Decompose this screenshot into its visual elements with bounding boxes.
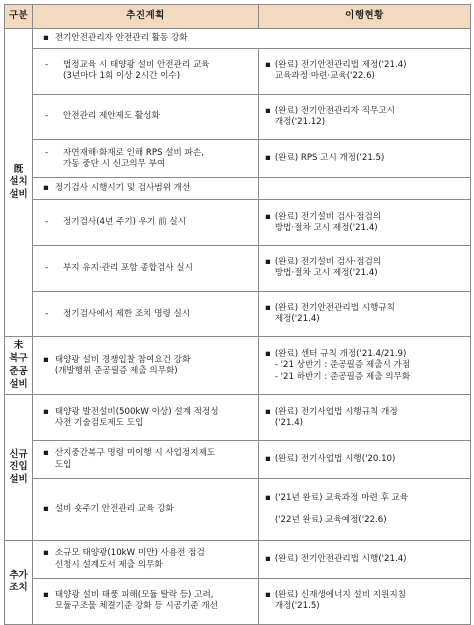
- status-text: (완료) 센터 규칙 개정('21.4/21.9) - '21 상반기 : 준공필증 제출시 가점 - '21 하반기 : 준공필증 제출 의무화: [274, 349, 411, 382]
- bullet-square-icon: ▪: [265, 406, 271, 417]
- table-row: [5, 200, 471, 246]
- bullet-square-icon: ▪: [265, 211, 271, 222]
- plan-cell: [33, 200, 259, 246]
- status-cell: [259, 395, 471, 441]
- status-cell: [259, 246, 471, 292]
- bullet-dash-icon: -: [45, 147, 49, 158]
- table-row: [5, 441, 471, 479]
- bullet-square-icon: ▪: [265, 153, 271, 164]
- status-text: (완료) 신재생에너지 설비 지원지침 개정('21.5): [274, 590, 406, 612]
- plan-text: 부지 유지·관리 포함 종합검사 실시: [63, 262, 193, 273]
- status-cell: [259, 541, 471, 579]
- bullet-dash-icon: -: [45, 308, 49, 319]
- status-text: (완료) 전기안전관리자 직무고시 개정('21.12): [274, 105, 395, 128]
- status-text: (완료) 전기안전관리법 시행('21.4): [274, 554, 407, 565]
- status-cell: [259, 200, 471, 246]
- table-row: [5, 246, 471, 292]
- status-cell: [259, 140, 471, 178]
- plan-text: 안전관리 제안제도 활성화: [63, 111, 160, 122]
- category-additional: 추가 조치: [5, 541, 33, 625]
- plan-cell: [33, 246, 259, 292]
- category-new: 신규 진입 설비: [5, 395, 33, 541]
- status-text: (완료) 전기사업법 시행('20.10): [274, 454, 396, 465]
- category-existing: 旣 설치 설비: [5, 29, 33, 337]
- bullet-square-icon: ▪: [265, 60, 271, 71]
- status-cell-empty: [259, 178, 471, 200]
- table-row: [5, 291, 471, 337]
- table-row: [5, 579, 471, 625]
- status-text: (완료) 전기안전관리법 제정('21.4) 교육과정 마련·교육('22.6): [274, 60, 407, 82]
- status-text: ('21년 완료) 교육과정 마련 후 교육 ('22년 완료) 교육예정('22.6): [274, 492, 409, 526]
- bullet-square-icon: ▪: [265, 590, 271, 601]
- bullet-square-icon: ▪: [265, 492, 271, 503]
- plan-cell: [33, 29, 471, 49]
- bullet-square-icon: ▪: [265, 554, 271, 565]
- plan-text: 전기안전관리자 안전관리 활동 강화: [54, 32, 188, 43]
- status-text: (완료) RPS 고시 개정('21.5): [274, 153, 385, 164]
- bullet-dash-icon: -: [45, 60, 49, 71]
- status-text: (완료) 전기사업법 시행규칙 개정 ('21.4): [274, 406, 398, 428]
- plan-text: 자연재해·화재로 인해 RPS 설비 파손, 가동 중단 시 신고의무 부여: [63, 147, 204, 169]
- status-cell: [259, 337, 471, 395]
- status-cell: [259, 49, 471, 95]
- bullet-square-icon: ▪: [43, 548, 49, 559]
- bullet-dash-icon: -: [45, 111, 49, 122]
- table-row: [5, 49, 471, 95]
- plan-text: 정기검사(4년 주기) 우기 前 실시: [63, 217, 187, 228]
- plan-cell: [33, 94, 259, 140]
- plan-cell: [33, 395, 259, 441]
- plan-text: 법정교육 시 태양광 설비 안전관리 교육 (3년마다 1회 이상 2시간 이수): [63, 60, 210, 82]
- status-cell: [259, 94, 471, 140]
- status-text: (완료) 전기안전관리법 시행규칙 제정('21.4): [274, 302, 395, 325]
- table-row: [5, 178, 471, 200]
- plan-cell: [33, 579, 259, 625]
- table-row: [5, 541, 471, 579]
- plan-status-table: [4, 4, 471, 625]
- table-row: [5, 29, 471, 49]
- status-cell: [259, 291, 471, 337]
- status-text: (완료) 전기설비 검사·점검의 방법·절차 고시 제정('21.4): [274, 257, 382, 279]
- header-row: [5, 5, 471, 29]
- status-cell: [259, 441, 471, 479]
- plan-text: 정기검사에서 제한 조치 명령 실시: [63, 308, 191, 319]
- bullet-square-icon: ▪: [43, 448, 49, 459]
- bullet-square-icon: ▪: [43, 406, 49, 417]
- header-status: 이행현황: [259, 5, 471, 29]
- bullet-square-icon: ▪: [265, 349, 271, 360]
- plan-cell: [33, 140, 259, 178]
- plan-cell: [33, 479, 259, 541]
- plan-text: 설비 숏주기 안전관리 교육 강화: [54, 504, 174, 515]
- plan-text: 태양광 설비 경쟁입찰 참여요건 강화 (개발행위 준공필증 제출 의무화): [54, 354, 191, 376]
- table-row: [5, 395, 471, 441]
- status-cell: [259, 579, 471, 625]
- plan-text: 산지중간복구 명령 미이행 시 사업정지제도 도입: [54, 448, 216, 470]
- bullet-square-icon: ▪: [43, 32, 49, 43]
- plan-text: 태양광 발전설비(500kW 이상) 설계 적정성 사전 기술검토제도 도입: [54, 406, 219, 428]
- bullet-square-icon: ▪: [265, 257, 271, 268]
- header-plan: 추진계획: [33, 5, 259, 29]
- plan-text: 정기검사 시행시기 및 검사범위 개선: [54, 183, 191, 194]
- category-unreturned: 未 복구 준공 설비: [5, 337, 33, 395]
- status-text: (완료) 전기설비 검사·점검의 방법·절차 고시 제정('21.4): [274, 211, 382, 233]
- plan-cell: [33, 541, 259, 579]
- bullet-dash-icon: -: [45, 217, 49, 228]
- plan-cell: [33, 337, 259, 395]
- bullet-square-icon: ▪: [265, 302, 271, 313]
- status-cell: [259, 479, 471, 541]
- table-row: [5, 94, 471, 140]
- plan-cell: [33, 178, 259, 200]
- table-row: [5, 140, 471, 178]
- bullet-square-icon: ▪: [43, 504, 49, 515]
- bullet-square-icon: ▪: [43, 590, 49, 601]
- plan-text: 소규모 태양광(10kW 미만) 사용전 점검 신청시 설계도서 제출 의무화: [54, 548, 205, 570]
- plan-text: 태양광 설비 태풍 피해(모듈 탈락 등) 고려, 모듈구조물 체결기준 강화 등 시공기준 개선: [54, 590, 218, 612]
- table-row: [5, 479, 471, 541]
- bullet-square-icon: ▪: [43, 183, 49, 194]
- plan-cell: [33, 441, 259, 479]
- bullet-dash-icon: -: [45, 262, 49, 273]
- bullet-square-icon: ▪: [43, 354, 49, 365]
- plan-cell: [33, 49, 259, 95]
- plan-cell: [33, 291, 259, 337]
- table-row: [5, 337, 471, 395]
- bullet-square-icon: ▪: [265, 105, 271, 116]
- bullet-square-icon: ▪: [265, 454, 271, 465]
- header-category: 구분: [5, 5, 33, 29]
